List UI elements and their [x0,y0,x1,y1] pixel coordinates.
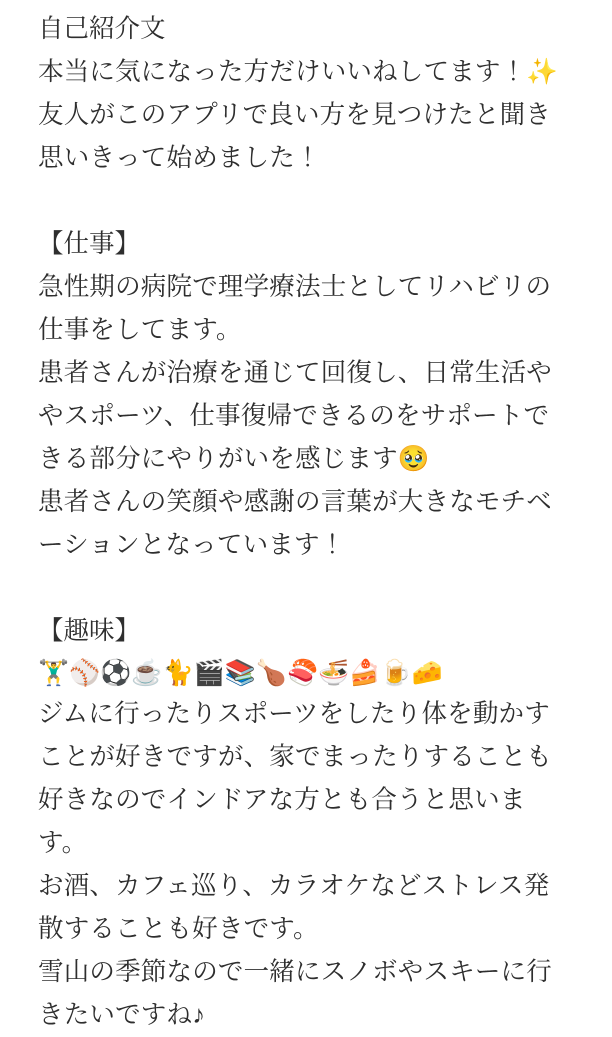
hobby-emoji-row: 🏋️‍♂️⚾️⚽️☕️🐈🎬📚🍗🍣🍜🍰🍺🧀 [38,658,443,687]
page-title: 自己紹介文 [38,15,166,43]
blank-line [38,567,574,610]
section-heading-hobby: 【趣味】 [38,617,141,645]
section-work [38,223,574,567]
text-line: 好きなのでインドアな方とも合うと思いま [38,786,526,814]
text-line: 思いきって始めました！ [38,144,321,172]
text-line: 本当に気になった方だけいいねしてます！✨ [38,58,559,86]
section-intro [38,51,574,180]
text-line: お酒、カフェ巡り、カラオケなどストレス発 [38,872,550,900]
text-line: ジムに行ったりスポーツをしたり体を動かす [38,700,550,728]
text-line: 患者さんが治療を通じて回復し、日常生活や [38,359,553,387]
text-line: 患者さんの笑顔や感謝の言葉が大きなモチベ [38,488,553,516]
text-line: ーションとなっています！ [38,531,346,559]
text-line: 雪山の季節なので一緒にスノボやスキーに行 [38,958,553,986]
text-line: きる部分にやりがいを感じます🥹 [38,445,430,473]
text-line: 急性期の病院で理学療法士としてリハビリの [38,273,552,301]
text-line: きたいですね♪ [38,1001,206,1029]
blank-line [38,180,574,223]
text-line: ことが好きですが、家でまったりすることも [38,743,553,771]
section-hobby [38,610,574,1037]
text-line: 散することも好きです。 [38,915,319,943]
text-line: 友人がこのアプリで良い方を見つけたと聞き [38,101,551,129]
text-line: 仕事をしてます。 [38,316,242,344]
text-line: やスポーツ、仕事復帰できるのをサポートで [38,402,550,430]
section-heading-work: 【仕事】 [38,230,141,258]
text-line: す。 [38,829,88,857]
